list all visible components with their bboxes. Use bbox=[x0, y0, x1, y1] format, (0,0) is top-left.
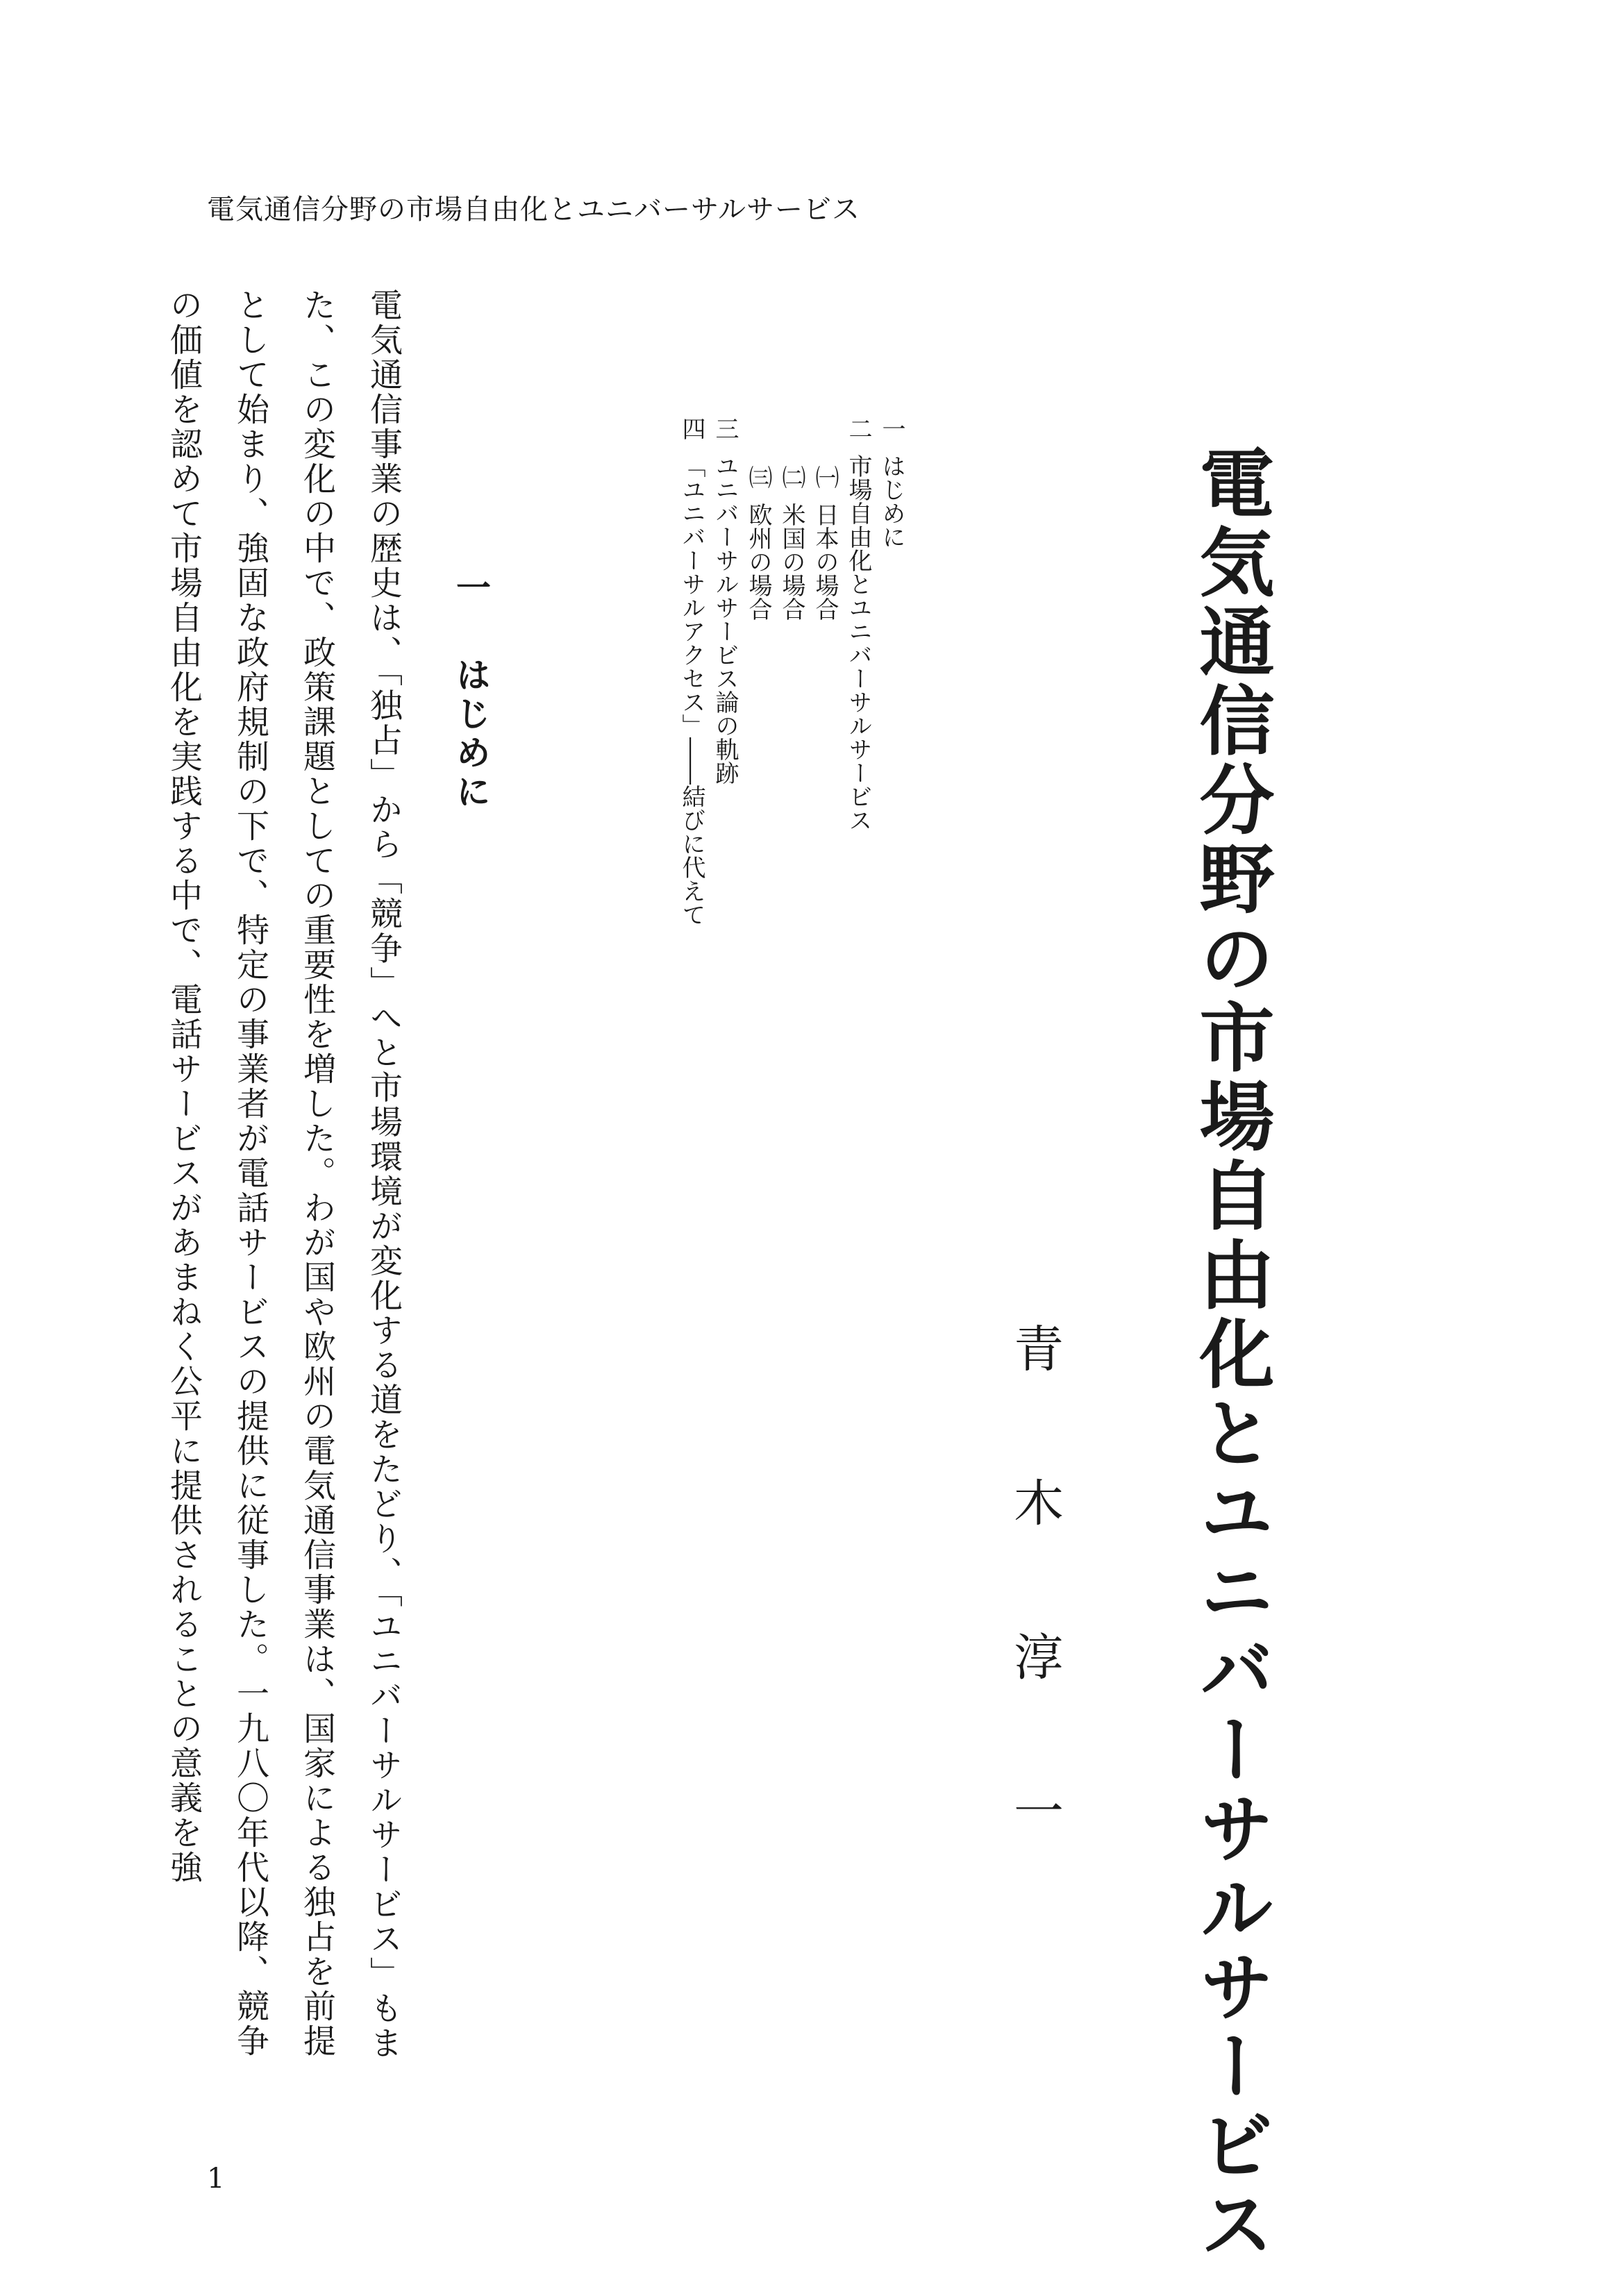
section-heading bbox=[450, 569, 492, 812]
toc-item-label: はじめに bbox=[878, 454, 905, 548]
section-title: はじめに bbox=[451, 657, 492, 812]
toc-item-number: 三 bbox=[711, 417, 739, 440]
toc-item-number: 四 bbox=[678, 417, 705, 440]
toc-item bbox=[875, 417, 908, 1041]
body-paragraph: 電気通信事業の歴史は、「独占」から「競争」へと市場環境が変化する道をたどり、「ユニバーサルサービス」もまた、この変化の中で、政策課題としての重要性を増した。わが国や欧州の電気通信事業は、国家による独占を前提として始まり、強固な政府規制の下で、特定の事業者が電話サービスの提供に従事した。一九八〇年代以降、競争の価値を認めて市場自由化を実践する中で、電話サービスがあまねく公平に提供されることの意義を強 bbox=[165, 288, 403, 2061]
toc-subitem bbox=[775, 465, 808, 1041]
toc-item-label: 欧州の場合 bbox=[744, 503, 772, 621]
toc-item-label: 「ユニバーサルアクセス」――結びに代えて bbox=[678, 454, 705, 926]
running-header: 電気通信分野の市場自由化とユニバーサルサービス bbox=[207, 194, 860, 226]
section-number: 一 bbox=[451, 569, 492, 608]
toc-item-label: ユニバーサルサービス論の軌跡 bbox=[711, 454, 739, 785]
toc-item-label: 市場自由化とユニバーサルサービス bbox=[844, 454, 872, 832]
author-name: 青木淳一 bbox=[1005, 1323, 1064, 1939]
toc-item-number: ㈡ bbox=[778, 465, 805, 489]
table-of-contents bbox=[603, 417, 908, 1041]
toc-item-label: 日本の場合 bbox=[811, 503, 839, 621]
toc-item bbox=[842, 417, 875, 1041]
toc-item-number: ㈠ bbox=[811, 465, 839, 489]
toc-subitem bbox=[742, 465, 775, 1041]
toc-item-number: 二 bbox=[844, 417, 872, 440]
toc-item-number: ㈢ bbox=[744, 465, 772, 489]
toc-item bbox=[675, 417, 708, 1041]
toc-item bbox=[708, 417, 742, 1041]
page-number: 1 bbox=[207, 2163, 225, 2195]
toc-subitem bbox=[808, 465, 842, 1041]
toc-item-label: 米国の場合 bbox=[778, 503, 805, 621]
article-title: 電気通信分野の市場自由化とユニバーサルサービス bbox=[1187, 444, 1274, 2265]
toc-item-number: 一 bbox=[878, 417, 905, 440]
